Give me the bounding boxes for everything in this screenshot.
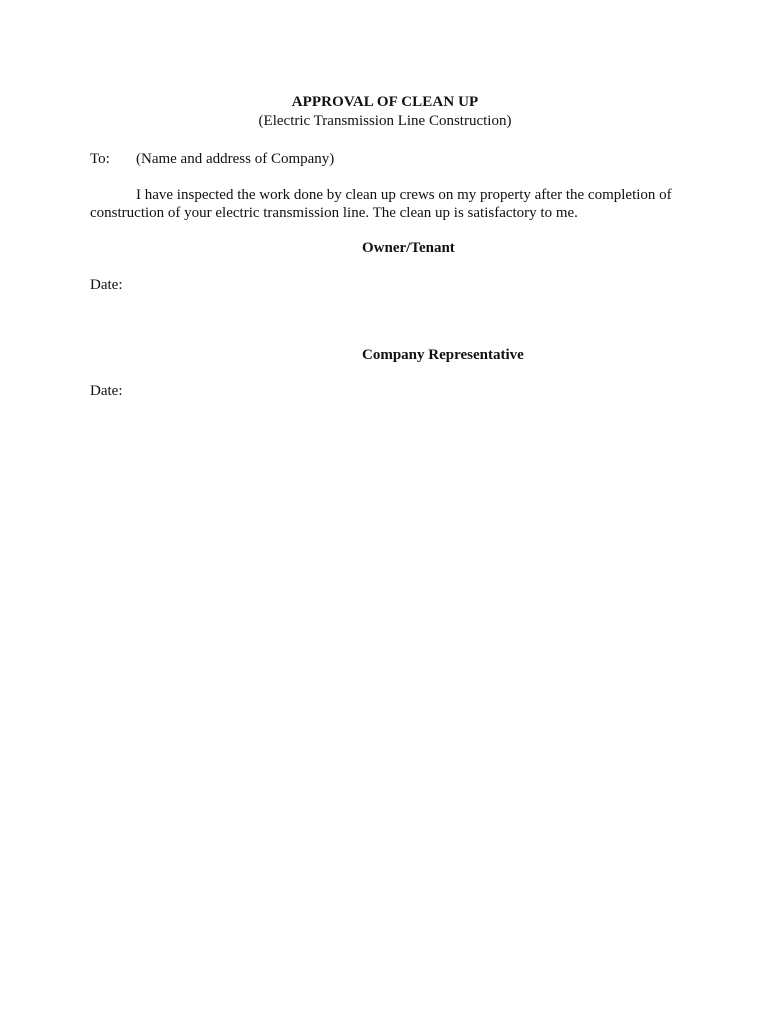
company-representative-signature-label: Company Representative — [362, 347, 524, 363]
company-date-label: Date: — [90, 383, 123, 399]
statement-line-1: I have inspected the work done by clean up crews on my property after the completion of — [136, 187, 672, 203]
document-subtitle: (Electric Transmission Line Construction) — [258, 113, 512, 129]
owner-tenant-signature-label: Owner/Tenant — [362, 240, 455, 256]
owner-date-label: Date: — [90, 277, 123, 293]
to-label: To: — [90, 151, 110, 167]
statement-line-2: construction of your electric transmission line. The clean up is satisfactory to me. — [90, 205, 578, 221]
document-title: APPROVAL OF CLEAN UP — [291, 94, 479, 110]
to-recipient-placeholder: (Name and address of Company) — [136, 151, 335, 167]
